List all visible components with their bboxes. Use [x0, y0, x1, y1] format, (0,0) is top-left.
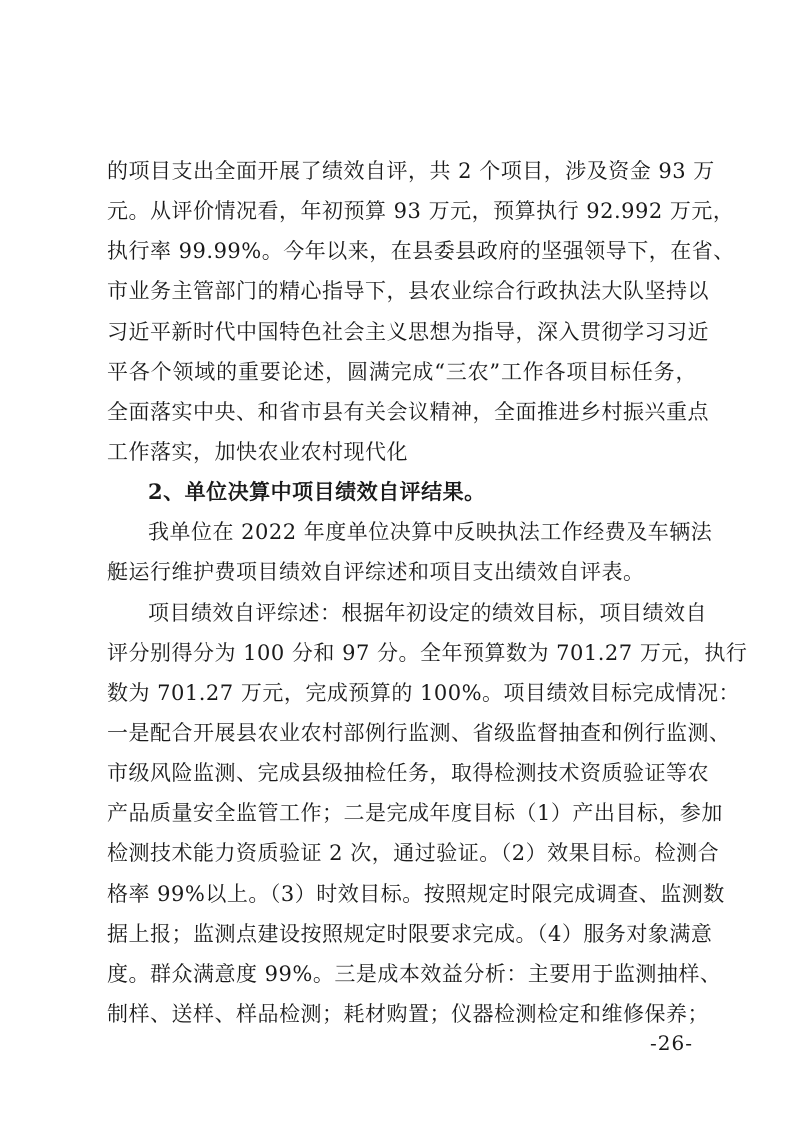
paragraph-3-line-6: 产品质量安全监管工作；二是完成年度目标（1）产出目标，参加 [107, 801, 723, 825]
page-number: -26- [650, 1031, 693, 1055]
paragraph-1-line-5: 习近平新时代中国特色社会主义思想为指导，深入贯彻学习习近 [107, 320, 709, 344]
paragraph-2-line-1: 我单位在 2022 年度单位决算中反映执法工作经费及车辆法 [148, 520, 713, 544]
paragraph-1-line-3: 执行率 99.99%。今年以来，在县委县政府的坚强领导下，在省、 [107, 239, 735, 263]
paragraph-3-line-11: 制样、送样、样品检测；耗材购置；仪器检测检定和维修保养； [107, 1002, 709, 1026]
paragraph-3-line-5: 市级风险监测、完成县级抽检任务，取得检测技术资质验证等农 [107, 761, 709, 785]
paragraph-1-line-6: 平各个领域的重要论述，圆满完成“三农”工作各项目标任务， [107, 360, 697, 384]
paragraph-1-line-8: 工作落实，加快农业农村现代化 [107, 440, 408, 464]
paragraph-3-line-2: 评分别得分为 100 分和 97 分。全年预算数为 701.27 万元，执行 [107, 641, 748, 665]
paragraph-1-line-2: 元。从评价情况看，年初预算 93 万元，预算执行 92.992 万元， [107, 199, 735, 223]
paragraph-2-line-2: 艇运行维护费项目绩效自评综述和项目支出绩效自评表。 [107, 560, 645, 584]
paragraph-3-line-9: 据上报；监测点建设按照规定时限要求完成。（4）服务对象满意 [107, 922, 713, 946]
paragraph-1-line-1: 的项目支出全面开展了绩效自评，共 2 个项目，涉及资金 93 万 [107, 159, 715, 183]
paragraph-3-line-8: 格率 99%以上。（3）时效目标。按照规定时限完成调查、监测数 [107, 882, 725, 906]
paragraph-3-line-3: 数为 701.27 万元，完成预算的 100%。项目绩效目标完成情况： [107, 681, 741, 705]
paragraph-1-line-7: 全面落实中央、和省市县有关会议精神，全面推进乡村振兴重点 [107, 400, 709, 424]
paragraph-3-line-1: 项目绩效自评综述：根据年初设定的绩效目标，项目绩效自 [148, 601, 707, 625]
paragraph-1-line-4: 市业务主管部门的精心指导下，县农业综合行政执法大队坚持以 [107, 279, 709, 303]
paragraph-3-line-7: 检测技术能力资质验证 2 次，通过验证。（2）效果目标。检测合 [107, 841, 720, 865]
paragraph-3-line-10: 度。群众满意度 99%。三是成本效益分析：主要用于监测抽样、 [107, 962, 722, 986]
section-heading: 2、单位决算中项目绩效自评结果。 [148, 479, 486, 504]
paragraph-3-line-4: 一是配合开展县农业农村部例行监测、省级监督抽查和例行监测、 [107, 721, 731, 745]
